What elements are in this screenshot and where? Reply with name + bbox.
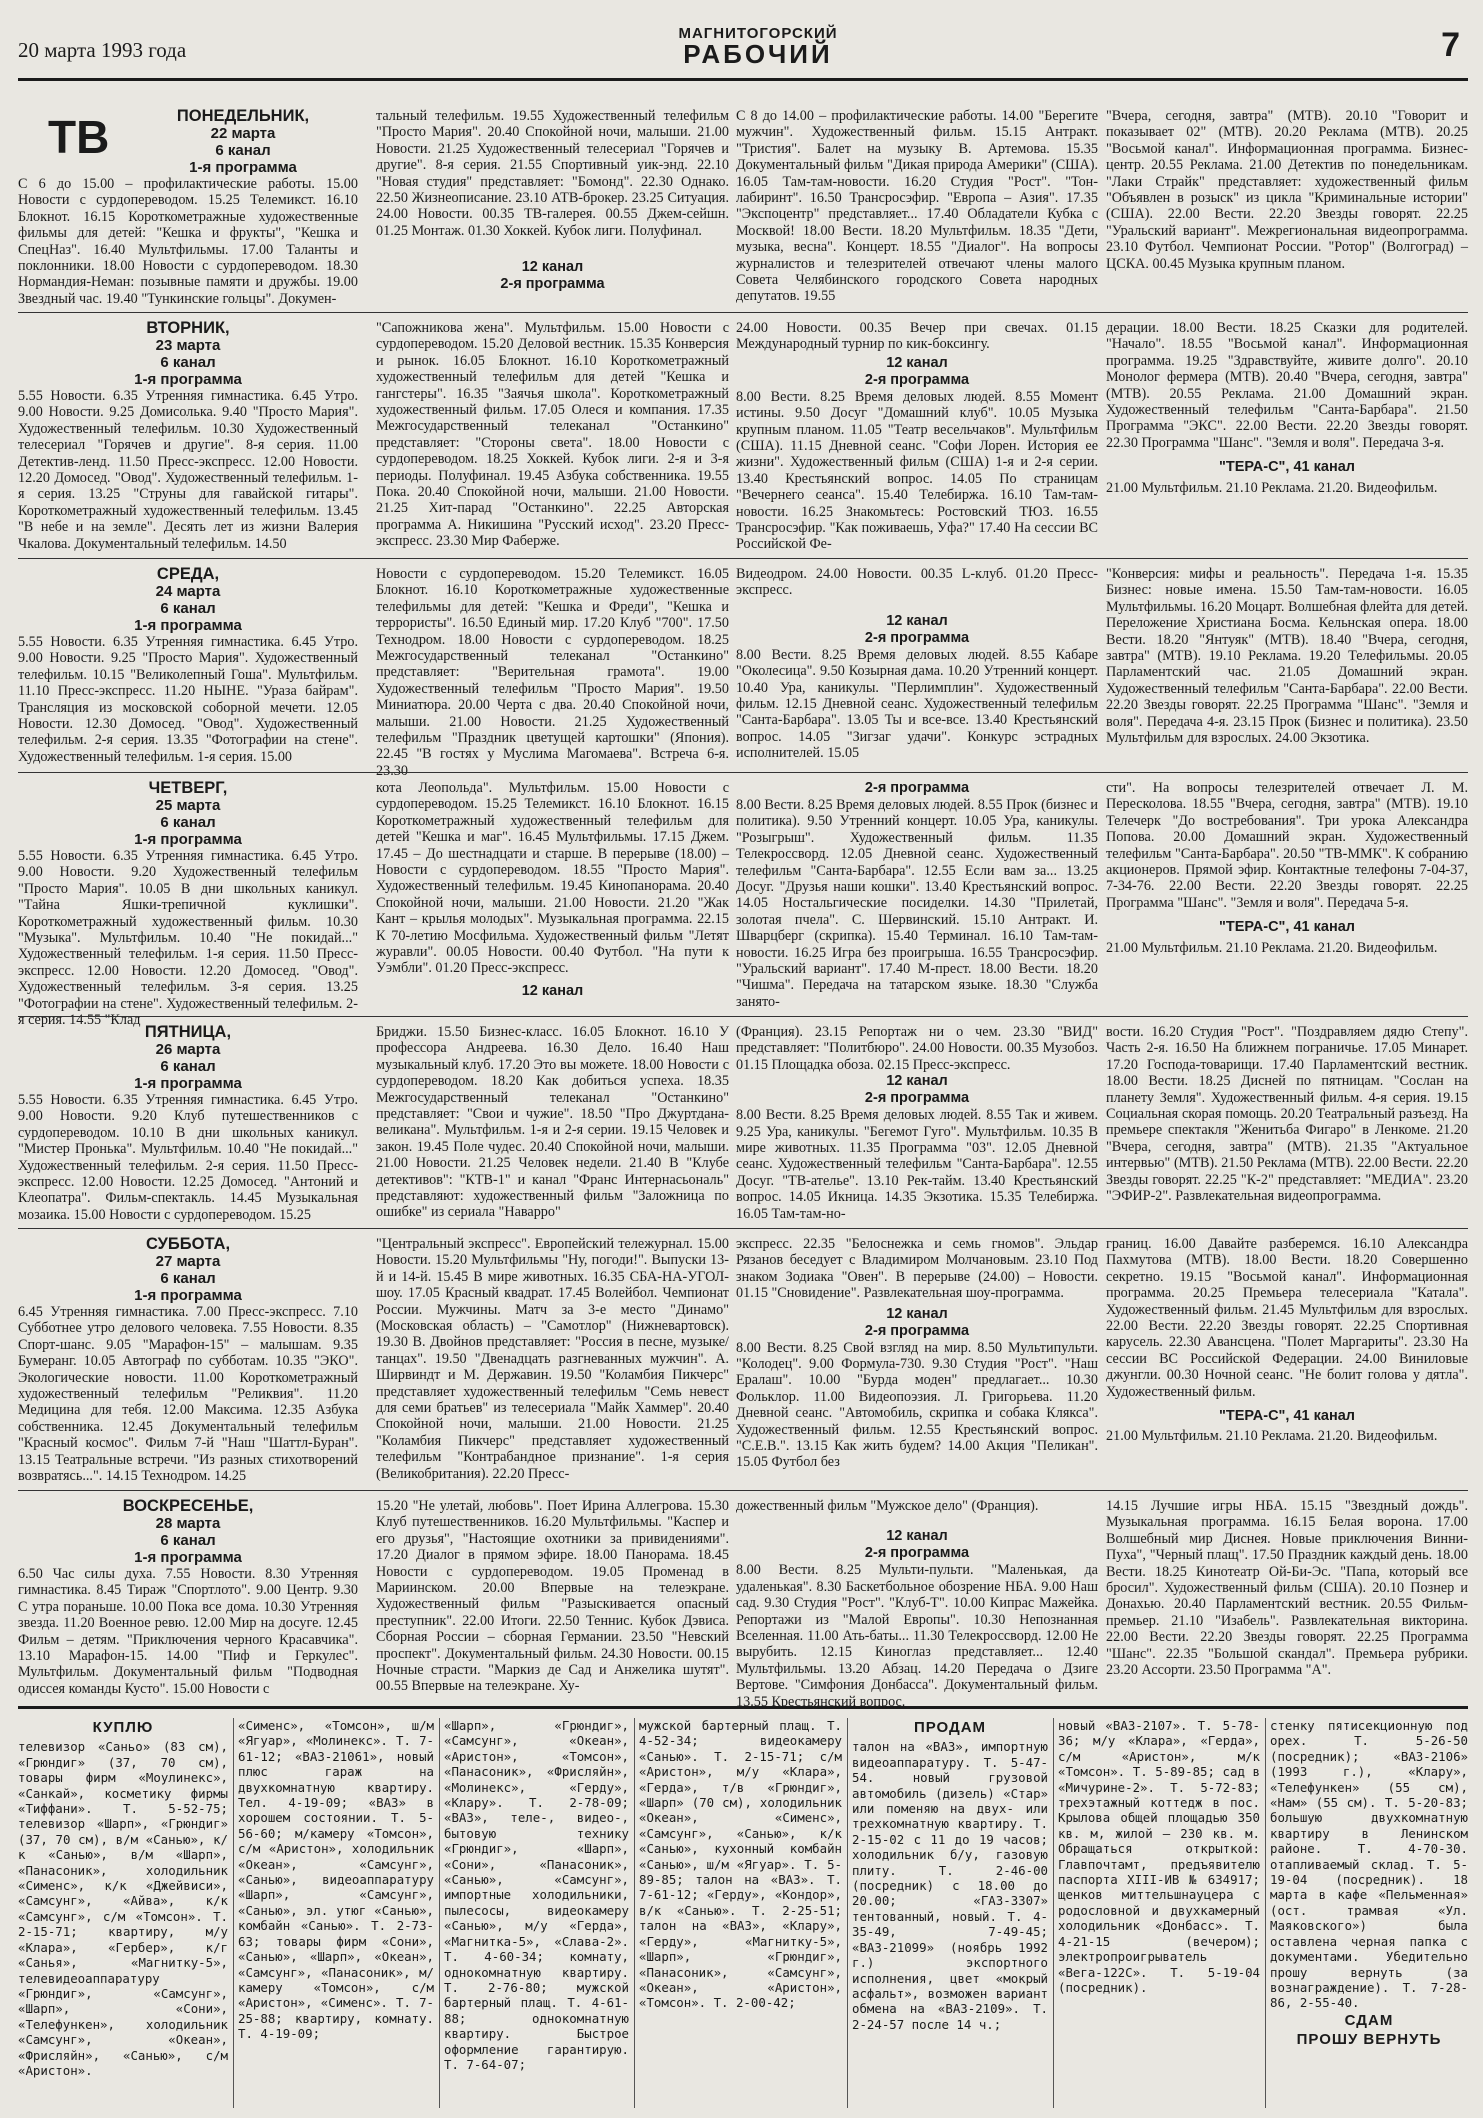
schedule-col-1 [18, 1024, 358, 1222]
program-heading: 12 канал [521, 982, 584, 999]
channel-heading: "ТЕРА-С", 41 канал [1218, 1408, 1355, 1425]
schedule-text: 8.00 Вести. 8.25 Время деловых людей. 8.55 Так и живем. 9.25 Ура, каникулы. "Бегемот Гуго". Мультфильм. 10.35 В мире животных. 11.35 Программа "03". 12.05 Дневной сеанс. Художественный телефильм "Санта-Барбара". 12.55 Досуг. "ТВ-ательe". 13.10 Рек-тайм. 13.40 Крестьянский вопрос. 14.05 Икница. 14.35 Экзотика. 15.35 Телебиржа. 16.05 Там-там-но- [736, 1107, 1098, 1222]
schedule-text: 8.00 Вести. 8.25 Мульти-пульти. "Маленькая, да удаленькая". 8.30 Баскетбольное обозрение НБА. 9.00 Наш сад. 9.30 Студия "Рост". "Клуб-Т". 10.00 Кипрас Мажейка. Репортажи из "Малой Европы". 10.30 Непознанная Вселенная. 11.00 Ать-баты... 11.30 Телекроссворд. 12.00 Не вырубить. 12.15 Киноглаз представляет... 12.40 Мультфильмы. 13.20 Абзац. 14.20 Передача о Дзиге Вертове. "Симфония Донбасса". Документальный фильм. 13.55 Крестьянский вопрос. [736, 1562, 1098, 1710]
day-heading: ВОСКРЕСЕНЬЕ, 28 марта 6 канал 1-я программа [122, 1497, 254, 1566]
schedule-text: Видеодром. 24.00 Новости. 00.35 L-клуб. 01.20 Пресс-экспресс. [736, 566, 1098, 599]
day-sunday [18, 1497, 1468, 1710]
schedule-text: Новости с сурдопереводом. 15.20 Телемикст. 16.05 Блокнот. 16.10 Короткометражные художественные телефильмы для детей: "Кешка и Фреди", "Кешка и террористы". 16.50 Единый мир. 17.20 Клуб "700". 17.50 Технодром. 18.00 Новости с сурдопереводом. 18.25 Межгосударственный телеканал "Останкино" представляет: "Верительная грамота". 19.00 Художественный телефильм "Просто Мария". 19.50 Миниатюра. 20.00 Черта с два. 20.40 Спокойной ночи, малыши. 21.00 Новости. 21.25 Художественный телефильм "Праздник цветущей картошки" (Япония). 22.45 "В гостях у Муслима Магомаева". Встреча 6-я. 23.30 [376, 566, 729, 779]
buy-heading: КУПЛЮ [92, 1719, 154, 1736]
schedule-col-1 [18, 320, 358, 556]
schedule-text: "Вчера, сегодня, завтра" (МТВ). 20.10 "Говорит и показывает 02" (МТВ). 20.20 Реклама (МТВ). 20.25 "Восьмой канал". Информационная программа. Бизнес-центр. 20.55 Реклама. 21.00 Детектив по понедельникам. "Лаки Страйк" представляет: художественный фильм "Объявлен в розыск" из цикла "Криминальные истории" (США). 22.00 Вести. 22.20 Звезды говорят. 22.25 "Уральский вариант". Межрегиональная видеопрограмма. 23.10 Футбол. Чемпионат России. "Ротор" (Волгоград) – ЦСКА. 00.45 Музыка крупным планом. [1106, 108, 1468, 272]
schedule-text: 8.00 Вести. 8.25 Свой взгляд на мир. 8.50 Мультипульти. "Колодец". 9.00 Формула-730. 9.30 Студия "Рост". "Наш Ералаш". 10.00 "Бурда моден" предлагает... 10.30 Фольклор. 11.00 Видеопоэзия. Л. Григорьева. 11.20 Дневной сеанс. "Автомобиль, скрипка и собака Клякса". Художественный фильм. 12.55 Крестьянский вопрос. "С.Е.В.". 13.15 Как жить будем? 14.00 Акция "Пеликан". 15.05 Футбол без [736, 1339, 1098, 1471]
classified-text: талон на «ВАЗ», импортную видеоаппаратуру. Т. 5-47-54. новый грузовой автомобиль (дизель) «Стар» или поменяю на двух- или трехкомнатную квартиру. Т. 2-15-02 с 11 до 19 часов; холодильник б/у, газовую плиту. Т. 2-46-00 (посредник) с 18.00 до 20.00; «ГАЗ-3307» тентованный, новый. Т. 4-35-49, 7-49-45; «ВАЗ-21099» (ноябрь 1992 г.) экспортного исполнения, цвет «мокрый асфальт», возможен вариант обмена на «ВАЗ-2109». Т. 2-24-57 после 14 ч.; [852, 1739, 1048, 2032]
day-saturday [18, 1236, 1468, 1486]
rent-heading: СДАМ [1344, 2011, 1394, 2029]
issue-date: 20 марта 1993 года [18, 38, 187, 62]
schedule-text: "Сапожникова жена". Мультфильм. 15.00 Новости с сурдопереводом. 15.20 Деловой вестник. 15.35 Конверсия и рынок. 16.05 Блокнот. 16.10 Короткометражный художественный телефильм для детей "Кешка и гангстеры". 16.35 "Заячья школа". Короткометражный художественный фильм. 17.05 Олеся и компания. 17.35 Межгосударственный телеканал "Останкино" представляет: "Стороны света". 18.00 Новости с сурдопереводом. 18.25 Хоккей. Кубок лиги. 2-я и 3-я периоды. Полуфинал. 19.45 Азбука собственника. 19.55 Пока. 20.40 Спокойной ночи, малыши. 21.00 Новости. 21.25 Хит-парад "Останкино". 22.25 Авторская программа А. Никишина "Русский исход". 23.20 Пресс-экспресс. 23.30 Мир Фаберже. [376, 320, 729, 550]
schedule-col-3 [736, 1236, 1098, 1486]
schedule-text: дерации. 18.00 Вести. 18.25 Сказки для родителей. "Начало". 18.55 "Восьмой канал". Информационная программа. 19.25 "Здравствуйте, живите долго". 20.10 Монолог фермера (МТВ). 20.40 "Вчера, сегодня, завтра" (МТВ). 20.55 Реклама. 21.00 Домашний экран. Художественный телефильм "Санта-Барбара". 21.50 Программа "ЭКС". 22.00 Вести. 22.20 Звезды говорят. 22.30 Программа "Шанс". "Земля и воля". Передача 3-я. [1106, 320, 1468, 451]
classified-text: «Сименс», «Томсон», ш/м «Ягуар», «Молинекс». Т. 7-61-12; «ВАЗ-21061», новый плюс гараж на двухкомнатную квартиру. Тел. 4-19-09; «ВАЗ» в хорошем состоянии. Т. 5-56-60; м/камеру «Томсон», с/м «Аристон», холодильник «Океан», «Самсунг», «Санью», видеоаппаратуру «Шарп», «Самсунг», «Санью», эл. утюг «Санью», комбайн «Санью». Т. 2-73-63; товары фирм «Сони», «Санью», «Шарп», «Океан», «Самсунг», «Панасоник», м/камеру «Томсон», с/м «Аристон», «Сименс». Т. 7-25-88; квартиру, комнату. Т. 4-19-09; [238, 1718, 434, 2042]
logo-bottom-line: РАБОЧИЙ [683, 39, 833, 69]
schedule-text: 6.50 Час силы духа. 7.55 Новости. 8.30 Утренняя гимнастика. 8.45 Тираж "Спортлото". 9.00 Центр. 9.30 С утра пораньше. 10.00 Пока все дома. 10.30 Утренняя звезда. 11.20 Военное ревю. 12.00 Мир на досуге. 12.45 Фильм – детям. "Приключения черного Красавчика". 13.10 Марафон-15. 14.00 "Пиф и Геркулес". Мультфильм. Документальный фильм "Подводная одиссея команды Кусто". 15.00 Новости с [18, 1566, 358, 1697]
schedule-text: С 8 до 14.00 – профилактические работы. 14.00 "Берегите мужчин". Художественный фильм. 15.15 Антракт. "Тристия". Балет на музыку В. Артемова. 15.35 Документальный фильм "Дикая природа Америки" (США). 16.05 Там-там-новости. 16.20 Студия "Рост". "Тон-лабиринт". 16.50 Трансросэфир. "Европа – Азия". 17.35 "Экспоцентр" представляет... 17.40 Обладатели Кубка с Москвой! 18.00 Вести. 18.20 Мультфильм. 18.35 "Дети, музыка, весна". Концерт. 18.55 "Диалог". На вопросы журналистов и телезрителей отвечают члены малого Совета Челябинского городского Совета народных депутатов. 19.55 [736, 108, 1098, 305]
schedule-col-1 [18, 566, 358, 768]
program-heading: 12 канал [886, 1305, 948, 1322]
schedule-text: вости. 16.20 Студия "Рост". "Поздравляем дядю Степу". Часть 2-я. 16.50 На ближнем пограничье. 17.05 Минарет. 17.20 Господа-товарищи. 17.40 Парламентский вестник. 18.00 Вести. 18.25 Дисней по пятницам. "Сослан на планету Земля". Художественный фильм. 4-я серия. 19.15 Социальная скорая помощь. 20.20 Театральный разъезд. На премьере спектакля "Женитьба Фигаро" в Ленкоме. 21.20 "Вчера, сегодня, завтра" (МТВ). 21.35 "Актуальное интервью" (МТВ). 21.50 Реклама (МТВ). 22.00 Вести. 22.20 Звезды говорят. 22.25 "К-2" представляет: "МЕДИА". 23.20 "ЭФИР-2". Развлекательная видеопрограмма. [1106, 1024, 1468, 1205]
schedule-text: 5.55 Новости. 6.35 Утренняя гимнастика. 6.45 Утро. 9.00 Новости. 9.20 Художественный телефильм "Просто Мария". 10.05 В дни школьных каникул. "Тайна Яшки-трепичной куклишки". Короткометражный художественный фильм. 10.30 "Музыка". Мультфильм. 10.40 "Не покидай..." Художественный телефильм. 1-я серия. 11.50 Пресс-экспресс. 12.00 Новости. 12.20 Домосед. "Овод". Художественный телефильм. 3-я серия. 13.25 "Фотографии на стене". Художественный телефильм. 2-я серия. 14.55 "Клад [18, 848, 358, 1029]
schedule-text: 21.00 Мультфильм. 21.10 Реклама. 21.20. Видеофильм. [1106, 479, 1438, 496]
program-heading: 12 канал [521, 259, 584, 276]
day-monday [18, 108, 1468, 313]
schedule-text: С 6 до 15.00 – профилактические работы. 15.00 Новости с сурдопереводом. 15.25 Телемикст. 16.10 Блокнот. 16.15 Короткометражные художественные фильмы для детей: "Кешка и фрукты", "Кешка и СпецНаз". 16.40 Мультфильмы. 17.00 Таланты и поклонники. 18.00 Новости с сурдопереводом. 18.30 Нормандия-Неман: позывные памяти и дружбы. 19.00 Звездный час. 19.40 "Тункинские гольцы". Докумен- [18, 176, 358, 307]
program-heading: 2-я программа [500, 276, 605, 293]
schedule-text: (Франция). 23.15 Репортаж ни о чем. 23.30 "ВИД" представляет: "Политбюро". 24.00 Новости. 00.35 Музобоз. 01.15 Площадка обоза. 02.15 Пресс-экспресс. [736, 1024, 1098, 1073]
schedule-text: Бриджи. 15.50 Бизнес-класс. 16.05 Блокнот. 16.10 У профессора Андреева. 16.30 Дело. 16.40 Наш музыкальный клуб. 17.20 Это вы можете. 18.00 Новости с сурдопереводом. 18.20 Как добиться успеха. 18.35 Межгосударственный телеканал "Останкино" представляет: "Свои и чужие". 18.50 "Про Джуртдана-великана". Мультфильм. 1-я и 2-я серии. 19.15 Человек и закон. 19.45 Поле чудес. 20.40 Спокойной ночи, малыши. 21.00 Новости. 21.25 Человек недели. 21.40 В "Клубе детективов": "КТВ-1" и канал "Франс Интернасьональ" представляют: художественный фильм "Заложница по ошибке" из сериала "Наварро" [376, 1024, 729, 1221]
day-heading: СУББОТА, 27 марта 6 канал 1-я программа [134, 1235, 242, 1304]
schedule-col-3 [736, 1498, 1098, 1710]
classified-text: стенку пятисекционную под орех. Т. 5-26-50 (посредник); «ВАЗ-2106» (1993 г.), «Клару», «Телефункен» (55 см), «Нам» (55 см). Т. 5-20-83; большую двухкомнатную квартиру в Ленинском районе. Т. 4-70-30. отапливаемый склад. Т. 5-19-04 (посредник). 18 марта в кафе «Пельменная» (ост. трамвая «Ул. Маяковского») была оставлена черная папка с документами. Убедительно прошу вернуть (за вознаграждение). Т. 7-28-86, 2-55-40. [1270, 1718, 1468, 2011]
schedule-text: 5.55 Новости. 6.35 Утренняя гимнастика. 6.45 Утро. 9.00 Новости. 9.25 Домисолька. 9.40 "Просто Мария". Художественный телефильм. 10.30 Художественный телесериал "Горячев и другие". 8-я серия. 11.00 Детектив-ленд. 11.50 Пресс-экспресс. 12.00 Новости. 12.20 Домосед. "Овод". Художественный телефильм. 1-я серия. 13.25 "Струны для гавайской гитары". Короткометражный художественный телефильм. 13.45 "В небе и на земле". Десять лет из жизни Валерия Чкалова. Документальный телефильм. 14.50 [18, 388, 358, 552]
program-heading: 12 канал [886, 354, 948, 371]
schedule-text: дожественный фильм "Мужское дело" (Франция). [736, 1498, 1039, 1514]
schedule-text: 15.20 "Не улетай, любовь". Поет Ирина Аллегрова. 15.30 Клуб путешественников. 16.20 Мультфильмы. "Каспер и его друзья", "Настоящие охотники за привидениями". 17.20 Диалог в прямом эфире. 18.00 Панорама. 18.45 Новости с сурдопереводом. 19.05 Променад в Мариинском. 20.00 Впервые на телеэкране. Художественный фильм "Разыскивается опасный преступник". 22.00 Итоги. 22.50 Теннис. Кубок Дэвиса. Сборная России – сборная Германии. 23.50 "Невский проспект". Документальный фильм. 24.30 Новости. 00.15 Ночные страсти. "Маркиз де Сад и Анжелика шутят". 00.55 Впервые на телеэкране. Ху- [376, 1498, 729, 1695]
schedule-text: 21.00 Мультфильм. 21.10 Реклама. 21.20. Видеофильм. [1106, 939, 1438, 956]
column-rule [847, 1718, 848, 2108]
column-rule [1265, 1718, 1266, 2108]
schedule-text: "Центральный экспресс". Европейский тележурнал. 15.00 Новости. 15.20 Мультфильмы "Ну, погоди!". Выпуски 13-й и 14-й. 15.45 В мире животных. 16.35 СБА-НА-УГОЛ-шоу. 17.05 Красный квадрат. 17.45 Волейбол. Чемпионат России. Мужчины. Матч за 3-е место "Динамо" (Московская область) – "Самотлор" (Нижневартовск). 19.30 В. Двойнов представляет: "Россия в песне, музыке/танцах". 19.50 "Двенадцать разгневанных мужчин". А. Ширвиндт и М. Державин. 19.50 "Коламбия Пикчерс" представляет художественный телефильм "Семь невест для семи братьев" из телесериала "Майк Хаммер". 20.40 Спокойной ночи, малыши. 21.00 Новости. 21.25 "Коламбия Пикчерс" представляет художественный телефильм "Контрабандное признание". 1-я серия (Великобритания). 22.20 Пресс- [376, 1236, 729, 1482]
schedule-text: кота Леопольда". Мультфильм. 15.00 Новости с сурдопереводом. 15.25 Телемикст. 16.10 Блокнот. 16.15 Короткометражный художественный телефильм для детей "Кешка и маг". 16.45 Мультфильмы. 17.15 Джем. 17.45 – До шестнадцати и старше. В перерыве (18.00) – Новости с сурдопереводом. 18.55 "Просто Мария". Художественный телефильм. 19.45 Кинопанорама. 20.40 Спокойной ночи, малыши. 21.00 Новости. 21.20 "Жак Кант – крылья молодых". Музыкальная программа. 22.15 К 70-летию Мосфильма. Художественный фильм "Летят журавли". 00.05 Новости. 00.40 Футбол. "На пути к Уэмбли". 01.20 Пресс-экспресс. [376, 780, 729, 977]
schedule-col-1 [18, 1498, 358, 1702]
schedule-col-4 [1106, 780, 1468, 1012]
day-tuesday [18, 320, 1468, 556]
program-heading: 12 канал [886, 1528, 948, 1545]
classifieds [18, 1718, 1468, 2108]
schedule-text: "Конверсия: мифы и реальность". Передача 1-я. 15.35 Бизнес: новые имена. 15.50 Там-там-новости. 16.05 Мультфильмы. 16.20 Моцарт. Волшебная флейта для детей. Переложение Христиана Босма. Кельнская опера. 18.00 Вести. 18.20 "Янтуяк" (МТВ). 18.40 "Вчера, сегодня, завтра" (МТВ). 19.10 Реклама. 19.20 Телефильмы. 20.05 Парламентский час. 21.05 Домашний экран. Художественный телефильм "Санта-Барбара". 22.00 Вести. 22.20 Звезды говорят. 22.25 Программа "Шанс". "Земля и воля". Передача 4-я. 23.15 Прок (Бизнес и политика). 23.50 Мультфильм для взрослых. 24.00 Экзотика. [1106, 566, 1468, 747]
header-rule [18, 78, 1468, 81]
day-heading: ПОНЕДЕЛЬНИК, 22 марта 6 канал 1-я программа [176, 107, 310, 176]
schedule-text: 21.00 Мультфильм. 21.10 Реклама. 21.20. Видеофильм. [1106, 1428, 1438, 1445]
program-heading: 2-я программа [864, 780, 970, 796]
program-heading: 12 канал [886, 1073, 948, 1090]
classified-text: мужской бартерный плащ. Т. 4-52-34; видеокамеру «Санью». Т. 2-15-71; с/м «Аристон», м/у «Клара», «Гердa», т/в «Грюндиг», «Шарп» (70 см), холодильник «Океан», «Сименс», «Самсунг», «Санью», к/к «Санью», кухонный комбайн «Санью», ш/м «Ягуар». Т. 5-89-85; талон на «ВАЗ». Т. 7-61-12; «Гердy», «Кондор», в/к «Санью». Т. 2-25-51; талон на «ВАЗ», «Клару», «Гердy», «Магнитку-5», «Шарп», «Грюндиг», «Панасоник», «Самсунг», «Океан», «Аристон», «Томсон». Т. 2-00-42; [639, 1718, 842, 2011]
schedule-col-3 [736, 320, 1098, 556]
day-heading: ВТОРНИК, 23 марта 6 канал 1-я программа [134, 319, 242, 388]
day-divider [18, 312, 1468, 313]
schedule-text: тальный телефильм. 19.55 Художественный телефильм "Просто Мария". 20.40 Спокойной ночи, малыши. 21.00 Новости. 21.25 Художественный телесериал "Горячев и другие". 8-я серия. 21.55 Спортивный уик-энд. 22.10 "Новая студия" представляет: "Бомонд". 22.30 Однако. 22.50 Жизнеописание. 23.10 АТВ-брокер. 23.25 Ситуация. 24.00 Новости. 00.35 ТВ-галерея. 00.55 Джем-сейшн. 01.25 Монтаж. 01.30 Хоккей. Кубок лиги. Полуфинал. [376, 108, 729, 239]
schedule-col-1 [18, 1236, 358, 1486]
page-number: 7 [1441, 26, 1460, 64]
schedule-text: 14.15 Лучшие игры НБА. 15.15 "Звездный дождь". Музыкальная программа. 16.15 Белая ворона. 17.00 Волшебный мир Диснея. Новые приключения Винни-Пуха", "Черный плащ". 17.50 Праздник каждый день. 18.00 Вести. 18.25 Кинотеатр Ой-Би-Эс. "Папа, который все бросил". Художественный фильм (США). 20.10 Познер и Донахью. 20.40 Парламентский вестник. 20.55 Фильм-премьер. 21.10 "Изабель". Развлекательная викторина. 22.00 Вести. 22.20 Звезды говорят. 22.25 Программа "Шанс". 22.35 "Большой скандал". Премьера рубрики. 23.20 Ассорти. 23.50 Программа "А". [1106, 1498, 1468, 1679]
classified-col [18, 1718, 228, 2108]
ads-rule [18, 1706, 1468, 1709]
schedule-col-3 [736, 1024, 1098, 1222]
schedule-col-3 [736, 780, 1098, 1012]
day-divider [18, 772, 1468, 773]
schedule-text: 8.00 Вести. 8.25 Время деловых людей. 8.55 Момент истины. 9.50 Досуг "Домашний клуб". 10.05 Музыка крупным планом. 11.05 "Театр весельчаков". Мультфильм (США). 11.15 Дневной сеанс. "Софи Лорен. История ее жизни". Художественный фильм (США) 1-я и 2-я серии. 13.40 Крестьянский вопрос. 14.05 По страницам "Вечернего сеанса". 15.40 Телебиржа. 16.10 Там-там-новости. 16.25 Знакомьтесь: Ростовский ТЮЗ. 16.55 Трансросэфир. "Как поживаешь, Уфа?" 17.40 На сессии ВС Российской Фе- [736, 388, 1098, 553]
sell-heading: ПРОДАМ [913, 1719, 987, 1736]
masthead [18, 22, 1468, 74]
schedule-text: 8.00 Вести. 8.25 Время деловых людей. 8.55 Прок (бизнес и политика). 9.50 Утренний концерт. 10.05 Ура, каникулы. "Розыгрыш". Художественный фильм. 11.35 Телекроссворд. 12.05 Дневной сеанс. Художественный телефильм "Санта-Барбара". 12.55 Если вам за... 13.25 Досуг. "Друзья наши кошки". 13.40 Крестьянский вопрос. 14.05 Ностальгические посиделки. 14.30 "Прилетай, золотая пчела". С. Шервинский. 15.10 Антракт. И. Шварцберг (скрипка). 15.40 Терминал. 16.10 Там-там-новости. 16.25 Игра без проигрыша. 16.55 Трансросэфир. "Уральский вариант". 17.40 М-прест. 18.00 Вести. 18.20 "Чишма". Передача на татарском языке. 18.30 "Служба занято- [736, 797, 1098, 1010]
schedule-text: границ. 16.00 Давайте разберемся. 16.10 Александра Пахмутова (МТВ). 18.00 Вести. 18.20 Совершенно секретно. 19.15 "Восьмой канал". Информационная программа. 20.25 Премьера телесериала "Катала". Художественный фильм. 21.45 Мультфильм для взрослых. 22.00 Вести. 22.20 Звезды говорят. 22.25 Спортивная карусель. 22.30 Авансцена. "Полет Маргариты". 23.30 На сессии ВС Российской Федерации. 24.00 Виниловые джунгли. 00.30 Ночной сеанс. "Не болит голова у дятла". Художественный фильм. [1106, 1236, 1468, 1400]
day-friday [18, 1024, 1468, 1222]
classified-col [852, 1718, 1048, 2108]
column-rule [233, 1718, 234, 2108]
channel-heading: "ТЕРА-С", 41 канал [1218, 459, 1355, 476]
classified-text: телевизор «Саньо» (83 см), «Грюндиг» (37, 70 см), товары фирм «Моулинекс», «Санкай», косметику фирмы «Тиффани». Т. 5-52-75; телевизор «Шарп», «Грюндиг» (37, 70 см), в/м «Санью», к/к «Санью», в/м «Шарп», «Панасоник», холодильник «Сименс», к/к «Джейвиси», «Самсунг», «Айва», к/к «Самсунг», с/м «Томсон». Т. 2-15-71; квартиру, м/у «Клара», «Гербер», к/г «Санья», «Магнитку-5», телевидеоаппаратуру «Грюндиг», «Самсунг», «Шарп», «Сони», «Телефункен», холодильник «Самсунг», «Океан», «Фрисляйн», «Санью», с/м «Аристон». [18, 1739, 228, 2078]
day-divider [18, 1490, 1468, 1491]
schedule-text: сти". На вопросы телезрителей отвечает Л. М. Пересколова. 18.55 "Вчера, сегодня, завтра" (МТВ). 19.10 Телечерк "До востребования". Три урока Александра Попова. 20.00 Домашний экран. Художественный телефильм "Санта-Барбара". 20.50 "ТВ-ММК". К собранию акционеров. Прямой эфир. Контактные телефоны 7-04-37, 7-34-76. 22.00 Вести. 22.20 Звезды говорят. 22.25 Программа "Шанс". "Земля и воля". Передача 5-я. [1106, 780, 1468, 911]
section-title: ТВ [48, 111, 110, 163]
day-divider [18, 1016, 1468, 1017]
column-rule [439, 1718, 440, 2108]
schedule-col-4 [1106, 320, 1468, 556]
day-heading: ЧЕТВЕРГ, 25 марта 6 канал 1-я программа [134, 779, 242, 848]
schedule-text: 6.45 Утренняя гимнастика. 7.00 Пресс-экспресс. 7.10 Субботнее утро делового человека. 7.55 Новости. 8.35 Спорт-шанс. 9.05 "Марафон-15" – малышам. 9.35 Бумеранг. 10.05 Автограф по субботам. 10.35 "ЭКО". Экологические новости. 11.00 Короткометражный художественный телефильм "Реликвия". 11.20 Медицина для тебя. 12.00 Максима. 12.35 Азбука собственника. 12.45 Документальный телефильм "Красный космос". Фильм 7-й "Наш "Шаттл-Буран". 13.15 Театральные встречи. "Из разных стихотворений возвратясь...". 14.15 Технодром. 14.25 [18, 1304, 358, 1485]
program-heading: 2-я программа [864, 1322, 970, 1339]
classified-text: новый «ВАЗ-2107». Т. 5-78-36; м/у «Клара», «Гердa», с/м «Аристон», м/к «Томсон». Т. 5-89-85; сад в «Мичурине-2». Т. 5-72-83; трехэтажный коттедж в пос. Крылова общей площадью 350 кв. м, жилой – 230 кв. м. Обращаться открыткой: Главпочтамт, предъявителю паспорта XIII-ИВ № 634917; щенков миттельшнауцера с родословной и двухкамерный холодильник «Донбасс». Т. 4-21-15 (вечером); электропроигрыватель «Вега-122С». Т. 5-19-04 (посредник). [1058, 1718, 1260, 1995]
day-divider [18, 1228, 1468, 1229]
program-heading: 2-я программа [864, 1090, 970, 1107]
classified-text: «Шарп», «Грюндиг», «Самсунг», «Океан», «Аристон», «Томсон», «Панасоник», «Фрисляйн», «Молинекс», «Гердy», «Клару». Т. 2-78-09; «ВАЗ», теле-, видео-, бытовую технику «Грюндиг», «Шарп», «Сони», «Панасоник», «Санью», «Самсунг», импортные холодильники, пылесосы, видеокамеру «Санью», м/у «Гердa», «Магнитка-5», «Слава-2». Т. 4-60-34; комнату, однокомнатную квартиру. Т. 2-76-80; мужской бартерный плащ. Т. 4-61-88; однокомнатную квартиру. Быстрое оформление гарантирую. Т. 7-64-07; [444, 1718, 629, 2072]
schedule-col-3 [736, 566, 1098, 768]
schedule-text: 5.55 Новости. 6.35 Утренняя гимнастика. 6.45 Утро. 9.00 Новости. 9.25 "Просто Мария". Художественный телефильм. 10.15 "Великолепный Гоша". Мультфильм. 11.10 Пресс-экспресс. 11.20 НЫНЕ. "Ураза байрам". Трансляция из московской соборной мечети. 12.05 Новости. 12.30 Домосед. "Овод". Художественный телефильм. 2-я серия. 13.35 "Фотографии на стене". Художественный телефильм. 1-я серия. 15.00 [18, 634, 358, 765]
day-heading: СРЕДА, 24 марта 6 канал 1-я программа [134, 565, 242, 634]
schedule-text: экспресс. 22.35 "Белоснежка и семь гномов". Эльдар Рязанов беседует с Владимиром Молчановым. 23.10 Под знаком Зодиака "Овен". В перерыве (24.00) – Новости. 01.15 "Сновидение". Развлекательная шоу-программа. [736, 1236, 1098, 1302]
day-thursday [18, 779, 1468, 1029]
channel-heading: "ТЕРА-С", 41 канал [1218, 919, 1355, 936]
day-divider [18, 558, 1468, 559]
schedule-text: 8.00 Вести. 8.25 Время деловых людей. 8.55 Кабаре "Околесица". 9.50 Козырная дама. 10.20 Утренний концерт. 10.40 Ура, каникулы. "Перлимплин". Художественный фильм. 12.15 Дневной сеанс. Художественный телефильм "Санта-Барбара". 13.05 Ты и все-все. 13.40 Крестьянский вопрос. 14.05 "Зигзаг удачи". Конкурс эстрадных исполнителей. 15.05 [736, 646, 1098, 762]
program-heading: 2-я программа [864, 371, 970, 388]
schedule-col-4 [1106, 1236, 1468, 1486]
logo-top-line: МАГНИТОГОРСКИЙ [678, 25, 838, 42]
day-wednesday [18, 565, 1468, 779]
lost-heading: ПРОШУ ВЕРНУТЬ [1296, 2031, 1442, 2049]
program-heading: 2-я программа [864, 1545, 970, 1562]
classified-col [1270, 1718, 1468, 2108]
schedule-text: 5.55 Новости. 6.35 Утренняя гимнастика. 6.45 Утро. 9.00 Новости. 9.20 Клуб путешественников с сурдопереводом. 10.10 В дни школьных каникул. "Мистер Пронька". Мультфильм. 10.40 "Не покидай..." Художественный телефильм. 2-я серия. 11.50 Пресс-экспресс. 12.00 Новости. 12.25 Домосед. "Антоний и Клеопатра". Фильм-спектакль. 14.45 Музыкальная мозаика. 15.00 Новости с сурдопереводом. 15.25 [18, 1092, 358, 1223]
schedule-col-1 [18, 779, 358, 1029]
schedule-text: 24.00 Новости. 00.35 Вечер при свечах. 01.15 Международный турнир по кик-боксингу. [736, 320, 1098, 353]
day-heading: ПЯТНИЦА, 26 марта 6 канал 1-я программа [134, 1023, 242, 1092]
schedule-col-2 [376, 780, 729, 1012]
schedule-col-2 [376, 108, 729, 313]
program-heading: 12 канал [886, 612, 948, 629]
column-rule [634, 1718, 635, 2108]
column-rule [1053, 1718, 1054, 2108]
program-heading: 2-я программа [864, 629, 970, 646]
newspaper-logo [638, 26, 878, 67]
